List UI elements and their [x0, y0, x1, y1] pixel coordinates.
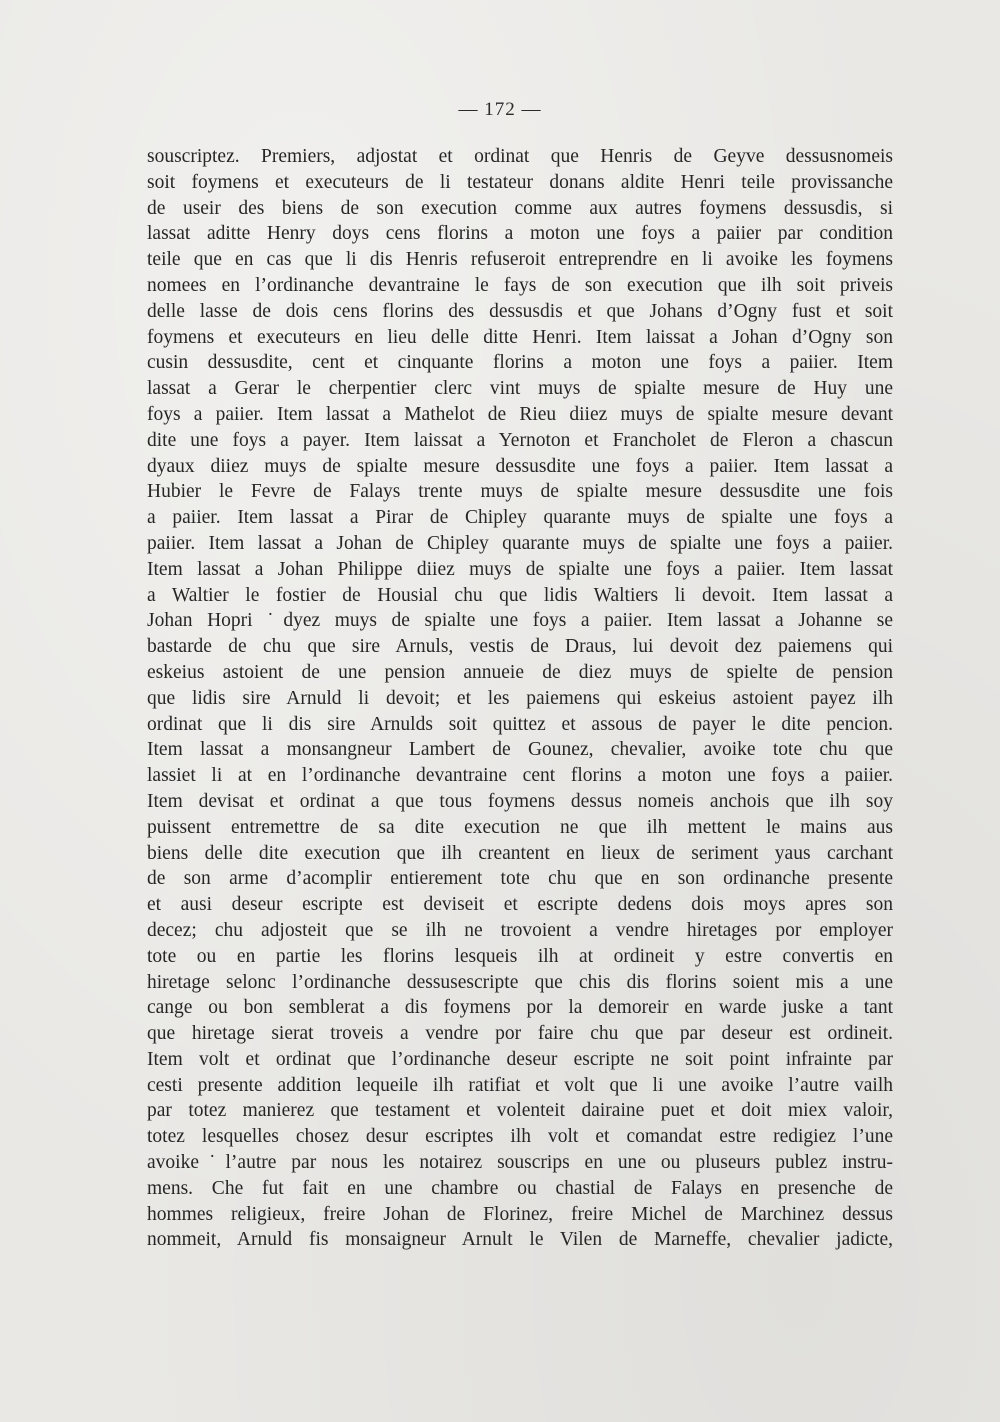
page-number: — 172 —	[458, 99, 542, 120]
text-line: par totez manierez que testament et volenteit dairaine puet et doit miex valoir,	[147, 1100, 893, 1122]
text-line: Hubier le Fevre de Falays trente muys de spialte mesure dessusdite une fois	[147, 481, 893, 503]
text-line: souscriptez. Premiers, adjostat et ordinat que Henris de Geyve dessusnomeis	[147, 146, 893, 167]
text-line: cesti presente addition lequeile ilh ratifiat et volt que li une avoike l’autre vailh	[147, 1074, 893, 1096]
text-line: a paiier. Item lassat a Pirar de Chipley quarante muys de spialte une foys a	[147, 507, 893, 529]
text-line: hommes religieux, freire Johan de Florinez, freire Michel de Marchinez dessus	[147, 1203, 893, 1225]
text-line: teile que en cas que li dis Henris refuseroit entreprendre en li avoike les foymens	[147, 249, 893, 271]
text-line: Item volt et ordinat que l’ordinanche deseur escripte ne soit point infrainte par	[147, 1048, 893, 1070]
text-line: foys a paiier. Item lassat a Mathelot de Rieu diiez muys de spialte mesure devant	[147, 403, 893, 425]
text-line: Item lassat a monsangneur Lambert de Gounez, chevalier, avoike tote chu que	[147, 739, 893, 761]
text-line: nommeit, Arnuld fis monsaigneur Arnult le Vilen de Marneffe, chevalier jadicte,	[147, 1229, 893, 1251]
text-line: tote ou en partie les florins lesqueis ilh at ordineit y estre convertis en	[147, 945, 893, 967]
text-line: lassat a Gerar le cherpentier clerc vint muys de spialte mesure de Huy une	[147, 378, 893, 400]
text-line: mens. Che fut fait en une chambre ou chastial de Falays en presenche de	[147, 1177, 893, 1199]
text-line: biens delle dite execution que ilh creantent en lieux de seriment yaus carchant	[147, 842, 893, 864]
text-line: que hiretage sierat troveis a vendre por faire chu que par deseur est ordineit.	[147, 1023, 893, 1045]
text-line: a Waltier le fostier de Housial chu que lidis Waltiers li devoit. Item lassat a	[147, 584, 893, 606]
text-line: dyaux diiez muys de spialte mesure dessusdite une foys a paiier. Item lassat a	[147, 455, 893, 477]
text-line: que lidis sire Arnuld li devoit; et les paiemens qui eskeius astoient payez ilh	[147, 687, 893, 709]
text-line: foymens et executeurs en lieu delle ditte Henri. Item laissat a Johan d’Ogny son	[147, 326, 893, 348]
body-text	[147, 144, 893, 1253]
text-line: bastarde de chu que sire Arnuls, vestis de Draus, lui devoit dez paiemens qui	[147, 636, 893, 658]
text-line: Item lassat a Johan Philippe diiez muys de spialte une foys a paiier. Item lassat	[147, 558, 893, 580]
text-line: de son arme d’acomplir entierement tote chu que en son ordinanche presente	[147, 868, 893, 890]
text-line: decez; chu adjosteit que se ilh ne trovoient a vendre hiretages por employer	[147, 919, 893, 941]
text-line: dite une foys a payer. Item laissat a Yernoton et Francholet de Fleron a chascun	[147, 429, 893, 451]
text-line: soit foymens et executeurs de li testateur donans aldite Henri teile provissanche	[147, 171, 893, 193]
text-line: Item devisat et ordinat a que tous foymens dessus nomeis anchois que ilh soy	[147, 790, 893, 812]
text-line: ordinat que li dis sire Arnulds soit quittez et assous de payer le dite pencion.	[147, 713, 893, 735]
text-line: Johan Hopri ˙dyez muys de spialte une foys a paiier. Item lassat a Johanne se	[147, 610, 893, 632]
text-line: eskeius astoient de une pension annueie de diez muys de spielte de pension	[147, 661, 893, 683]
text-line: delle lasse de dois cens florins des dessusdis et que Johans d’Ogny fust et soit	[147, 300, 893, 322]
text-line: puissent entremettre de sa dite execution ne que ilh mettent le mains aus	[147, 816, 893, 838]
text-line: de useir des biens de son execution comme aux autres foymens dessusdis, si	[147, 197, 893, 219]
text-line: totez lesquelles chosez desur escriptes ilh volt et comandat estre redigiez l’une	[147, 1126, 893, 1148]
text-line: cusin dessusdite, cent et cinquante florins a moton une foys a paiier. Item	[147, 352, 893, 374]
text-line: hiretage selonc l’ordinanche dessusescripte que chis dis florins soient mis a une	[147, 971, 893, 993]
text-line: lassat aditte Henry doys cens florins a moton une foys a paiier par condition	[147, 223, 893, 245]
text-line: paiier. Item lassat a Johan de Chipley quarante muys de spialte une foys a paiier.	[147, 532, 893, 554]
text-line: cange ou bon semblerat a dis foymens por la demoreir en warde juske a tant	[147, 997, 893, 1019]
text-line: avoike˙l’autre par nous les notairez souscrips en une ou pluseurs publez instru-	[147, 1152, 893, 1174]
text-line: lassiet li at en l’ordinanche devantraine cent florins a moton une foys a paiier.	[147, 765, 893, 787]
text-line: et ausi deseur escripte est deviseit et escripte dedens dois moys apres son	[147, 894, 893, 916]
text-line: nomees en l’ordinanche devantraine le fays de son execution que ilh soit priveis	[147, 274, 893, 296]
